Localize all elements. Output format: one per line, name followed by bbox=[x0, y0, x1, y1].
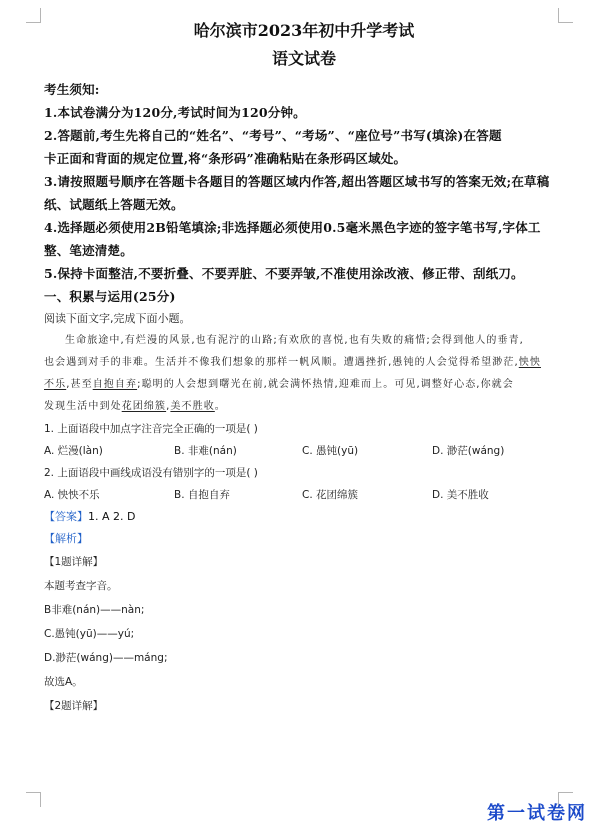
underlined-idiom: 美不胜收 bbox=[170, 401, 215, 412]
option-c: C. 愚钝(yū) bbox=[302, 445, 359, 457]
crop-mark-bottom-left bbox=[26, 792, 41, 807]
q2-detail-label: 【2题详解】 bbox=[44, 700, 104, 712]
passage-line bbox=[44, 352, 564, 374]
passage-text: 。 bbox=[214, 401, 226, 412]
passage-line bbox=[44, 374, 564, 396]
q1-detail-line: B非难(nán)——nàn; bbox=[44, 604, 145, 616]
q1-detail-line: 本题考查字音。 bbox=[44, 580, 118, 592]
question-2-stem: 2. 上面语段中画线成语没有错别字的一项是( ) bbox=[44, 467, 258, 479]
underlined-idiom: 花团绵簇 bbox=[121, 401, 167, 412]
passage-text: , bbox=[166, 401, 171, 412]
page-title: 哈尔滨市2023年初中升学考试 bbox=[193, 21, 415, 40]
page-subtitle: 语文试卷 bbox=[271, 49, 336, 68]
option-d: D. 渺茫(wáng) bbox=[432, 445, 505, 457]
option-b: B. 非难(nán) bbox=[174, 445, 237, 457]
passage-line: 生命旅途中,有烂漫的风景,也有泥泞的山路;有欢欣的喜悦,也有失败的痛惜;会得到他人的垂青, bbox=[65, 335, 524, 346]
answer-line bbox=[44, 506, 564, 528]
option-a: A. 烂漫(làn) bbox=[44, 445, 103, 457]
passage-text: 也会遇到对手的非难。生活并不像我们想象的那样一帆风顺。遭遇挫折,愚钝的人会觉得希望渺茫, bbox=[44, 357, 519, 368]
notice-item: 整、笔迹清楚。 bbox=[44, 243, 133, 258]
answer-label: 【答案】 bbox=[44, 510, 88, 523]
q1-detail-line: D.渺茫(wáng)——máng; bbox=[44, 652, 168, 664]
section-heading: 一、积累与运用(25分) bbox=[44, 289, 176, 304]
option-c: C. 花团绵簇 bbox=[302, 489, 359, 501]
answer-text: 1. A 2. D bbox=[88, 510, 136, 523]
notice-item: 3.请按照题号顺序在答题卡各题目的答题区域内作答,超出答题区域书写的答案无效;在草稿 bbox=[44, 174, 550, 189]
option-d: D. 美不胜收 bbox=[432, 489, 489, 501]
question-1-stem: 1. 上面语段中加点字注音完全正确的一项是( ) bbox=[44, 423, 258, 435]
notice-item: 卡正面和背面的规定位置,将“条形码”准确粘贴在条形码区域处。 bbox=[44, 151, 407, 166]
notice-item: 1.本试卷满分为120分,考试时间为120分钟。 bbox=[44, 105, 306, 120]
crop-mark-top-left bbox=[26, 8, 41, 23]
reading-instruction: 阅读下面文字,完成下面小题。 bbox=[44, 312, 191, 325]
watermark-logo: 第一试卷网 bbox=[487, 803, 587, 824]
passage-text: 发现生活中到处 bbox=[44, 401, 122, 412]
underlined-idiom: 怏怏 bbox=[518, 357, 541, 368]
passage bbox=[44, 330, 564, 418]
passage-text: ;聪明的人会想到曙光在前,就会满怀热情,迎难而上。可见,调整好心态,你就会 bbox=[137, 379, 514, 390]
q1-detail-label: 【1题详解】 bbox=[44, 556, 104, 568]
q1-detail-line: C.愚钝(yū)——yú; bbox=[44, 628, 135, 640]
passage-line bbox=[44, 396, 564, 418]
notice-item: 4.选择题必须使用2B铅笔填涂;非选择题必须使用0.5毫米黑色字迹的签字笔书写,字体工 bbox=[44, 220, 541, 235]
question-2-options bbox=[44, 484, 564, 506]
underlined-idiom-cont: 不乐 bbox=[44, 379, 67, 390]
option-a: A. 怏怏不乐 bbox=[44, 489, 100, 501]
notice-item: 纸、试题纸上答题无效。 bbox=[44, 197, 184, 212]
notice-item: 5.保持卡面整洁,不要折叠、不要弄脏、不要弄皱,不准使用涂改液、修正带、刮纸刀。 bbox=[44, 266, 524, 281]
q1-detail-line: 故选A。 bbox=[44, 676, 83, 688]
notice-item: 2.答题前,考生先将自己的“姓名”、“考号”、“考场”、“座位号”书写(填涂)在答题 bbox=[44, 128, 502, 143]
document-page bbox=[44, 18, 564, 718]
underlined-idiom: 自抱自弃 bbox=[92, 379, 138, 390]
question-1-options bbox=[44, 440, 564, 462]
notice-heading: 考生须知: bbox=[44, 82, 100, 97]
option-b: B. 自抱自弃 bbox=[174, 489, 230, 501]
analysis-label: 【解析】 bbox=[44, 532, 88, 545]
passage-text: ,甚至 bbox=[66, 379, 93, 390]
